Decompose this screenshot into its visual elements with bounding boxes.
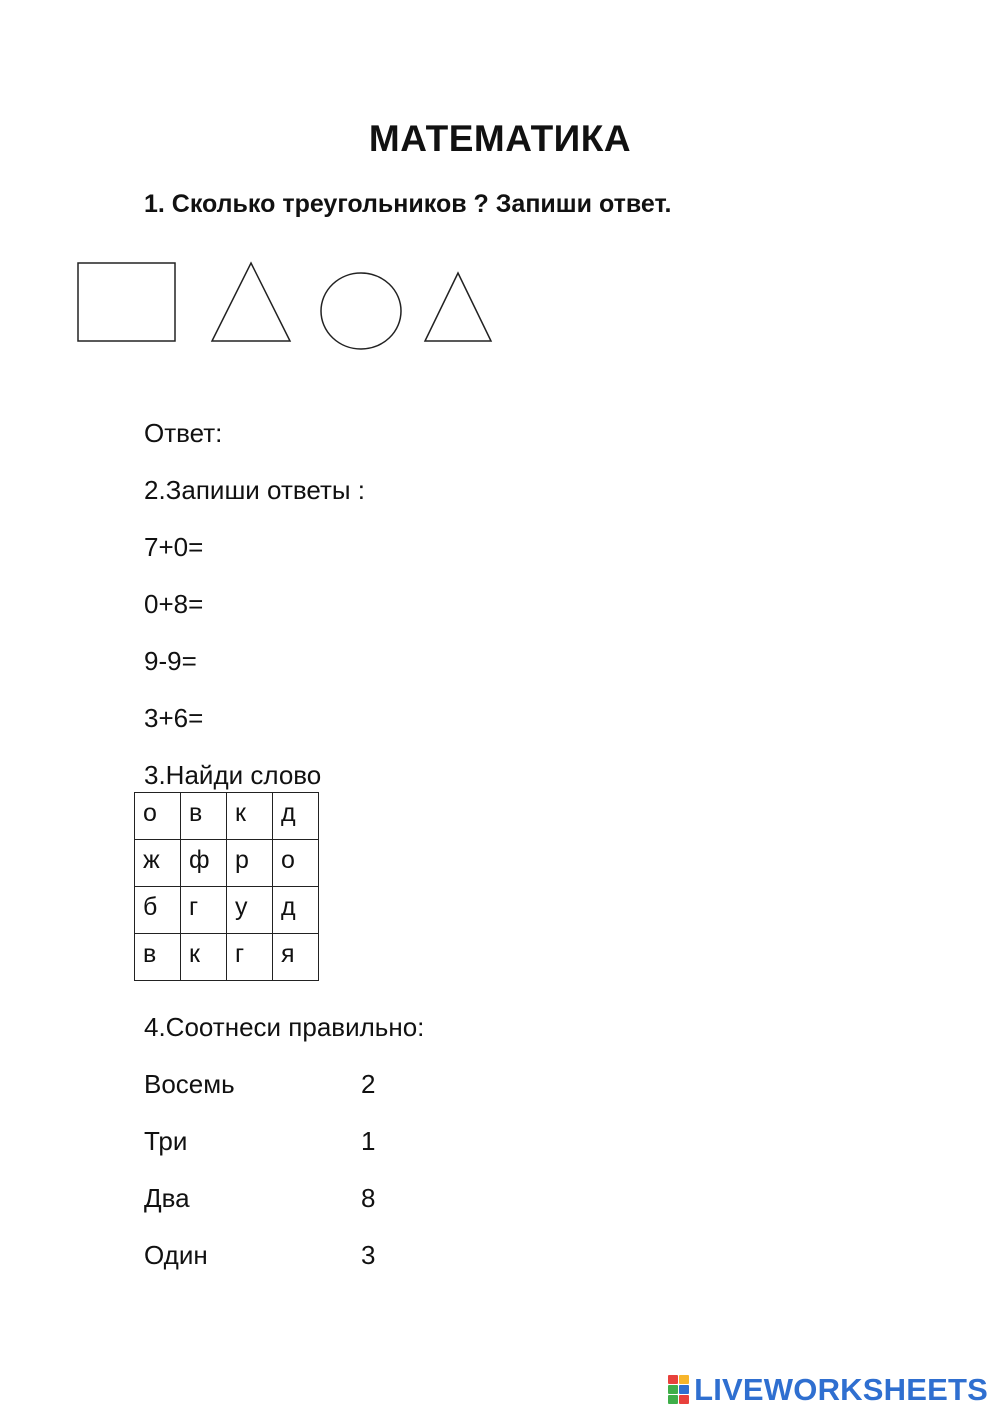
grid-cell: о bbox=[273, 840, 319, 887]
grid-cell: р bbox=[227, 840, 273, 887]
page-title: МАТЕМАТИКА bbox=[368, 118, 632, 159]
grid-cell: в bbox=[135, 934, 181, 981]
grid-cell: д bbox=[273, 887, 319, 934]
grid-row bbox=[135, 793, 319, 840]
shapes-row bbox=[0, 250, 520, 360]
task1-question: 1. Сколько треугольников ? Запиши ответ. bbox=[144, 190, 672, 218]
problem-2: 0+8= bbox=[144, 589, 204, 619]
grid-cell: б bbox=[135, 887, 181, 934]
triangle-shape bbox=[212, 263, 290, 341]
match-number: 3 bbox=[361, 1240, 376, 1270]
grid-cell: в bbox=[181, 793, 227, 840]
grid-cell: о bbox=[135, 793, 181, 840]
grid-cell: д bbox=[273, 793, 319, 840]
task4-heading: 4.Соотнеси правильно: bbox=[144, 1012, 425, 1042]
grid-cell: к bbox=[227, 793, 273, 840]
grid-cell: ф bbox=[181, 840, 227, 887]
brand-text: LIVEWORKSHEETS bbox=[694, 1372, 988, 1407]
grid-cell: я bbox=[273, 934, 319, 981]
task2-heading: 2.Запиши ответы : bbox=[144, 475, 366, 505]
grid-cell: к bbox=[181, 934, 227, 981]
match-word: Два bbox=[144, 1183, 190, 1213]
match-number: 8 bbox=[361, 1183, 376, 1213]
answer-label: Ответ: bbox=[144, 418, 223, 448]
grid-row bbox=[135, 840, 319, 887]
task3-heading: 3.Найди слово bbox=[144, 760, 322, 790]
match-word: Три bbox=[144, 1126, 188, 1156]
circle-shape bbox=[321, 273, 401, 349]
match-number: 1 bbox=[361, 1126, 376, 1156]
square-shape bbox=[78, 263, 175, 341]
liveworksheets-logo bbox=[668, 1372, 988, 1408]
problem-3: 9-9= bbox=[144, 646, 197, 676]
triangle-shape bbox=[425, 273, 491, 341]
grid-row bbox=[135, 887, 319, 934]
grid-cell: г bbox=[181, 887, 227, 934]
grid-row bbox=[135, 934, 319, 981]
letter-grid bbox=[134, 792, 319, 981]
grid-cell: у bbox=[227, 887, 273, 934]
problem-4: 3+6= bbox=[144, 703, 204, 733]
match-word: Один bbox=[144, 1240, 208, 1270]
grid-cell: ж bbox=[135, 840, 181, 887]
match-number: 2 bbox=[361, 1069, 376, 1099]
problem-1: 7+0= bbox=[144, 532, 204, 562]
liveworksheets-logo-icon bbox=[668, 1375, 690, 1405]
match-word: Восемь bbox=[144, 1069, 235, 1099]
grid-cell: г bbox=[227, 934, 273, 981]
